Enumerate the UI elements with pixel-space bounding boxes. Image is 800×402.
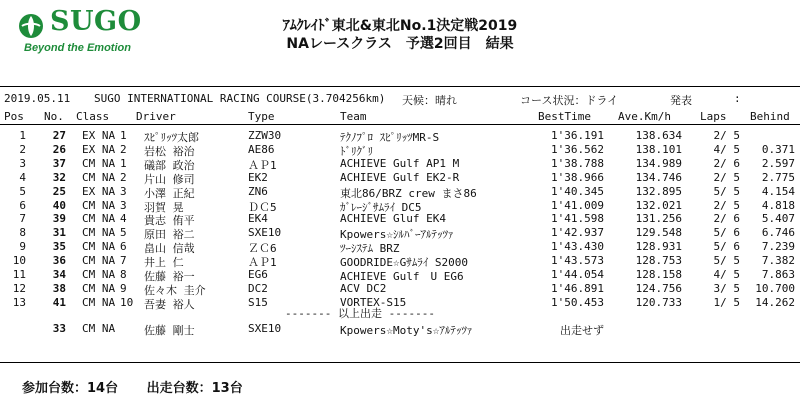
cell-class: CM NA bbox=[82, 170, 116, 184]
cell-no: 41 bbox=[52, 295, 66, 309]
cell-ave: 138.634 bbox=[635, 129, 682, 142]
cell-team: Kpowers☆ｼﾙﾊﾞｰｱﾙﾃｯﾂｧ bbox=[340, 228, 454, 242]
cell-driver: 原田 裕二 bbox=[144, 228, 195, 242]
cell-ave: 128.931 bbox=[635, 240, 682, 254]
cell-pos: 6 bbox=[19, 198, 26, 212]
cell-behind: 2.775 bbox=[761, 170, 795, 184]
cell-team: ACHIEVE Gulf U EG6 bbox=[340, 270, 464, 283]
cell-laps: 5/ 6 bbox=[713, 240, 740, 254]
cell-team: ﾂｰｼｽﾃﾑ BRZ bbox=[340, 242, 400, 256]
cell-driver: ｽﾋﾟﾘｯﾂ太郎 bbox=[144, 131, 199, 144]
cell-type: SXE10 bbox=[248, 226, 282, 240]
cell-besttime: 出走せず bbox=[560, 324, 604, 337]
cell-ave: 134.989 bbox=[635, 156, 682, 170]
cell-behind: 7.239 bbox=[761, 240, 795, 254]
cell-driver: 佐藤 剛士 bbox=[144, 324, 195, 337]
cell-ave: 120.733 bbox=[635, 295, 682, 309]
cell-laps: 2/ 6 bbox=[713, 212, 740, 226]
cell-behind: 7.863 bbox=[761, 268, 795, 281]
header-besttime: BestTime bbox=[538, 110, 591, 123]
cell-ave: 134.746 bbox=[635, 170, 682, 184]
cell-class: CM NA bbox=[82, 156, 116, 170]
cell-behind: 4.154 bbox=[761, 184, 795, 198]
cell-team: ﾃｸﾉﾌﾟﾛ ｽﾋﾟﾘｯﾂMR-S bbox=[340, 131, 440, 144]
cell-driver: 小澤 正紀 bbox=[144, 186, 195, 200]
cell-ave: 128.158 bbox=[635, 268, 682, 281]
logo-name: SUGO bbox=[50, 6, 142, 37]
cell-type: EK2 bbox=[248, 170, 268, 184]
cell-behind: 7.382 bbox=[761, 254, 795, 268]
cell-laps: 2/ 5 bbox=[713, 198, 740, 212]
cell-no: 27 bbox=[52, 129, 66, 142]
cell-class: CM NA bbox=[82, 254, 116, 268]
table-row bbox=[0, 171, 800, 185]
cell-team: ACHIEVE Gulf AP1 M bbox=[340, 156, 460, 170]
course-name: SUGO INTERNATIONAL RACING COURSE(3.704256km) bbox=[94, 92, 386, 105]
header-driver: Driver bbox=[136, 110, 176, 123]
cell-besttime: 1'43.430 bbox=[551, 240, 604, 254]
table-row bbox=[0, 282, 800, 296]
cell-class: CM NA bbox=[82, 240, 116, 254]
cell-no: 35 bbox=[52, 240, 66, 254]
cell-pos: 9 bbox=[19, 240, 26, 254]
cell-class-pos: 3 bbox=[120, 184, 127, 198]
cell-team: 東北86/BRZ crew まさ86 bbox=[340, 186, 477, 200]
cell-driver: 佐藤 裕一 bbox=[144, 270, 195, 283]
logo-tagline: Beyond the Emotion bbox=[24, 42, 131, 54]
header-laps: Laps bbox=[700, 110, 727, 123]
cell-no: 40 bbox=[52, 198, 66, 212]
cell-type: S15 bbox=[248, 295, 268, 309]
footer bbox=[22, 377, 267, 396]
cell-class: CM NA bbox=[82, 268, 116, 281]
cell-besttime: 1'38.788 bbox=[551, 156, 604, 170]
header-divider bbox=[0, 124, 800, 125]
cell-class-pos: 2 bbox=[120, 170, 127, 184]
cell-pos: 7 bbox=[19, 212, 26, 226]
cell-class-pos: 1 bbox=[120, 156, 127, 170]
cell-besttime: 1'43.573 bbox=[551, 254, 604, 268]
cell-type: DC2 bbox=[248, 281, 268, 295]
cell-class: CM NA bbox=[82, 295, 116, 309]
header-pos: Pos bbox=[4, 110, 24, 123]
cell-laps: 1/ 5 bbox=[713, 295, 740, 309]
cell-no: 37 bbox=[52, 156, 66, 170]
table-row bbox=[0, 212, 800, 226]
announce-colon: : bbox=[734, 92, 741, 105]
cell-team: VORTEX-S15 bbox=[340, 295, 407, 309]
cell-class-pos: 5 bbox=[120, 226, 127, 240]
cell-team: ACHIEVE Gulf EK2-R bbox=[340, 170, 460, 184]
cell-type: ＤＣ5 bbox=[248, 200, 277, 214]
cell-behind: 14.262 bbox=[755, 295, 795, 309]
cell-class-pos: 3 bbox=[120, 198, 127, 212]
cell-type: ZN6 bbox=[248, 184, 268, 198]
page-subtitle: NAレースクラス 予選2回目 結果 bbox=[286, 36, 514, 52]
cell-type: EK4 bbox=[248, 212, 268, 226]
cell-team: Kpowers☆Moty's☆ｱﾙﾃｯﾂｧ bbox=[340, 324, 473, 337]
table-header bbox=[0, 110, 800, 124]
table-row bbox=[0, 268, 800, 282]
cell-laps: 2/ 6 bbox=[713, 156, 740, 170]
cell-pos: 5 bbox=[19, 184, 26, 198]
cell-class: EX NA bbox=[82, 129, 116, 142]
table-row bbox=[0, 226, 800, 240]
cell-type: ＡＰ1 bbox=[248, 256, 277, 270]
table-row bbox=[0, 157, 800, 171]
cell-class: CM NA bbox=[82, 281, 116, 295]
cell-no: 26 bbox=[52, 142, 66, 156]
cell-driver: 礒部 政治 bbox=[144, 158, 195, 172]
cell-driver: 片山 修司 bbox=[144, 172, 195, 186]
cell-behind: 4.818 bbox=[761, 198, 795, 212]
table-row bbox=[0, 199, 800, 213]
cell-laps: 5/ 6 bbox=[713, 226, 740, 240]
divider bbox=[0, 86, 800, 87]
header-team: Team bbox=[340, 110, 367, 123]
cell-laps: 2/ 5 bbox=[713, 170, 740, 184]
cell-driver: 羽賀 晃 bbox=[144, 200, 184, 214]
cell-ave: 138.101 bbox=[635, 142, 682, 156]
cell-driver: 井上 仁 bbox=[144, 256, 184, 270]
cell-no: 32 bbox=[52, 170, 66, 184]
cell-laps: 3/ 5 bbox=[713, 281, 740, 295]
cell-pos: 10 bbox=[12, 254, 26, 268]
table-row bbox=[0, 129, 800, 143]
cell-class: CM NA bbox=[82, 212, 116, 226]
cell-class-pos: 4 bbox=[120, 212, 127, 226]
cell-class: CM NA bbox=[82, 198, 116, 212]
cell-class: CM NA bbox=[82, 322, 116, 335]
cell-class-pos: 2 bbox=[120, 142, 127, 156]
cell-ave: 129.548 bbox=[635, 226, 682, 240]
cell-team: GOODRIDE☆Gｻﾑﾗｲ S2000 bbox=[340, 256, 468, 270]
header-no: No. bbox=[44, 110, 64, 123]
cell-behind: 2.597 bbox=[761, 156, 795, 170]
cell-type: SXE10 bbox=[248, 322, 282, 335]
cell-team: ACHIEVE Gluf EK4 bbox=[340, 212, 446, 226]
page-title: ｱﾑｸﾚｲﾄﾞ東北&東北No.1決定戦2019 bbox=[282, 18, 518, 34]
cell-laps: 5/ 5 bbox=[713, 254, 740, 268]
cell-behind: 10.700 bbox=[755, 281, 795, 295]
cell-besttime: 1'46.891 bbox=[551, 281, 604, 295]
cell-class-pos: 9 bbox=[120, 281, 127, 295]
announce-label: 発表 bbox=[670, 94, 692, 107]
cell-besttime: 1'42.937 bbox=[551, 226, 604, 240]
cell-no: 31 bbox=[52, 226, 66, 240]
cell-driver: 岩松 裕治 bbox=[144, 144, 195, 158]
cell-pos: 3 bbox=[19, 156, 26, 170]
cell-no: 33 bbox=[52, 322, 66, 335]
cell-type: EG6 bbox=[248, 268, 268, 281]
cell-type: AE86 bbox=[248, 142, 275, 156]
cell-besttime: 1'40.345 bbox=[551, 184, 604, 198]
cell-no: 39 bbox=[52, 212, 66, 226]
header-class: Class bbox=[76, 110, 110, 123]
cell-laps: 5/ 5 bbox=[713, 184, 740, 198]
cell-class: EX NA bbox=[82, 184, 116, 198]
table-row bbox=[0, 185, 800, 199]
header-ave: Ave.Km/h bbox=[618, 110, 671, 123]
cell-besttime: 1'41.598 bbox=[551, 212, 604, 226]
table-row bbox=[0, 143, 800, 157]
cell-laps: 2/ 5 bbox=[713, 129, 740, 142]
cell-type: ＺＣ6 bbox=[248, 242, 277, 256]
cell-class-pos: 10 bbox=[120, 295, 134, 309]
cell-class-pos: 6 bbox=[120, 240, 127, 254]
cell-class: CM NA bbox=[82, 226, 116, 240]
cell-class: EX NA bbox=[82, 142, 116, 156]
cell-pos: 1 bbox=[19, 129, 26, 142]
cell-besttime: 1'36.191 bbox=[551, 129, 604, 142]
cell-class-pos: 1 bbox=[120, 129, 127, 142]
cell-class-pos: 8 bbox=[120, 268, 127, 281]
cell-no: 36 bbox=[52, 254, 66, 268]
cell-pos: 13 bbox=[12, 295, 26, 309]
cell-driver: 畠山 信哉 bbox=[144, 242, 195, 256]
cell-driver: 佐々木 圭介 bbox=[144, 283, 206, 297]
cell-laps: 4/ 5 bbox=[713, 142, 740, 156]
table-row bbox=[0, 322, 800, 336]
cell-pos: 8 bbox=[19, 226, 26, 240]
separator: ------- 以上出走 ------- bbox=[285, 307, 435, 320]
cell-besttime: 1'44.054 bbox=[551, 268, 604, 281]
cell-laps: 4/ 5 bbox=[713, 268, 740, 281]
footer-divider bbox=[0, 362, 800, 363]
cell-no: 38 bbox=[52, 281, 66, 295]
race-date: 2019.05.11 bbox=[4, 92, 71, 105]
entries-count: 参加台数：14台 bbox=[22, 381, 119, 396]
cell-driver: 吾妻 裕人 bbox=[144, 297, 195, 311]
cell-team: ACV DC2 bbox=[340, 281, 387, 295]
table-row bbox=[0, 240, 800, 254]
table-row bbox=[0, 254, 800, 268]
weather: 天候：晴れ bbox=[402, 94, 457, 107]
starters-count: 出走台数：13台 bbox=[146, 381, 243, 396]
cell-besttime: 1'36.562 bbox=[551, 142, 604, 156]
cell-type: ＡＰ1 bbox=[248, 158, 277, 172]
cell-ave: 132.021 bbox=[635, 198, 682, 212]
cell-type: ZZW30 bbox=[248, 129, 282, 142]
cell-ave: 131.256 bbox=[635, 212, 682, 226]
cell-ave: 128.753 bbox=[635, 254, 682, 268]
cell-behind: 6.746 bbox=[761, 226, 795, 240]
cell-pos: 12 bbox=[12, 281, 26, 295]
cell-besttime: 1'50.453 bbox=[551, 295, 604, 309]
header-type: Type bbox=[248, 110, 275, 123]
cell-ave: 132.895 bbox=[635, 184, 682, 198]
cell-team: ﾄﾞﾘｸﾞﾘ bbox=[340, 144, 373, 158]
cell-pos: 11 bbox=[12, 268, 26, 281]
cell-driver: 貴志 侑平 bbox=[144, 214, 195, 228]
cell-ave: 124.756 bbox=[635, 281, 682, 295]
cell-no: 34 bbox=[52, 268, 66, 281]
cell-pos: 2 bbox=[19, 142, 26, 156]
cell-class-pos: 7 bbox=[120, 254, 127, 268]
cell-team: ｶﾞﾚｰｼﾞｻﾑﾗｲ DC5 bbox=[340, 200, 422, 214]
cell-behind: 0.371 bbox=[761, 142, 795, 156]
cell-behind: 5.407 bbox=[761, 212, 795, 226]
track-condition: コース状況：ドライ bbox=[520, 94, 619, 107]
header-behind: Behind bbox=[750, 110, 790, 123]
cell-pos: 4 bbox=[19, 170, 26, 184]
cell-besttime: 1'38.966 bbox=[551, 170, 604, 184]
cell-no: 25 bbox=[52, 184, 66, 198]
cell-besttime: 1'41.009 bbox=[551, 198, 604, 212]
